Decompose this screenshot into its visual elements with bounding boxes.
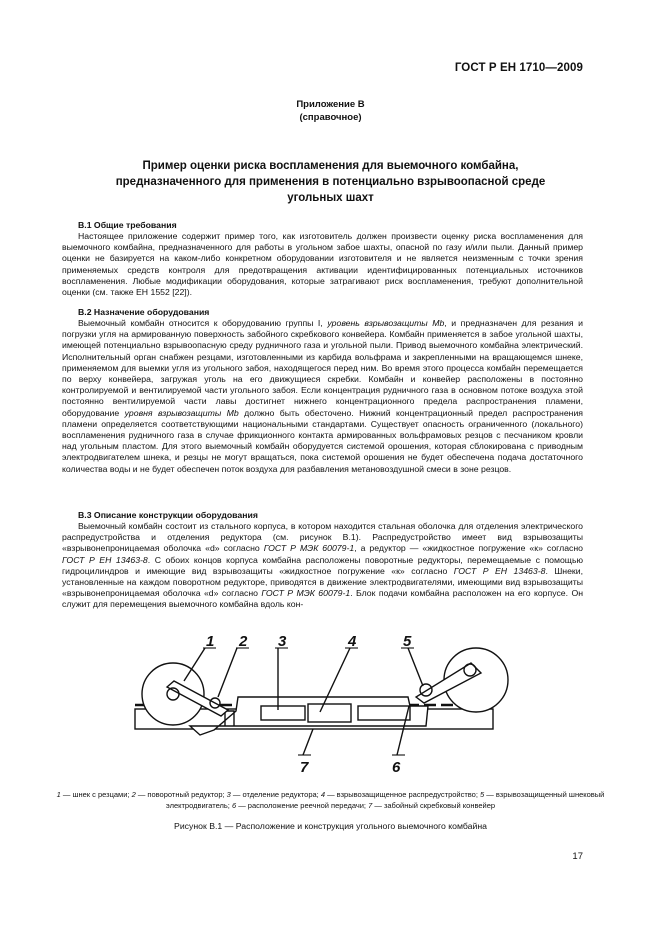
fig-label-4: 4 (348, 633, 357, 650)
b3-text-3: . С обоих концов корпуса комбайна расположены поворотные редукторы, перемещаемые с помощью гидроцилиндров и имеющие вид взрывозащиты «жидкостное погружение «к» согласно (62, 554, 583, 576)
legend-num-7: 7 (368, 801, 373, 810)
legend-num-5: 5 (480, 790, 485, 799)
b3-text-1: Выемочный комбайн состоит из стального корпуса, в котором находится стальная оболочка для отделения электрического распредустройства и отделения редуктора (см. рисунок В.1). Распредустройство имеет вид взрывозащиты «взрывонепроницаемая оболочка «d» согласно (62, 521, 583, 554)
legend-text-5: — взрывозащищенный шнековый электродвигатель; (165, 790, 605, 810)
standard-header: ГОСТ Р ЕН 1710—2009 (454, 62, 583, 74)
title-line-3: угольных шахт (287, 192, 374, 204)
b2-text-b-emphasis: уровня взрывозащиты Mb (124, 407, 239, 418)
section-b1-text: Настоящее приложение содержит пример того, как изготовитель должен произвести оценку риска воспламенения для выемочного комбайна, предназначенного для работы в угольном забое шахты, опасной по газу и/или пыли. Данный пример оценки не базируется на каком-либо конкретном оборудовании изготовителя и не является неизменным с точки зрения применяемых средств контроля для предотвращения активации идентифицированных потенциальных источников воспламенения. Любые модификации оборудования, которые затрагивают риск воспламенения, требуют дополнительной оценки (см. также ЕН 1552 [22]). (62, 231, 583, 298)
b3-text-2: , а редуктор — «жидкостное погружение «к» согласно (354, 543, 583, 554)
fig-label-6: 6 (392, 759, 401, 776)
legend-text-4: — взрывозащищенное распредустройство; (325, 790, 481, 799)
fig-label-7: 7 (300, 759, 309, 776)
appendix-type: (справочное) (299, 112, 362, 123)
b3-text-4: . Шнеки, установленные на каждом поворотном редукторе, приводятся в движение электродвигателями, имеющими вид взрывозащиты «взрывонепроницаемая оболочка «d» согласно (62, 565, 583, 599)
b3-text-5: . Блок подачи комбайна расположен на его корпусе. Он служит для перемещения выемочного комбайна вдоль кон- (62, 588, 584, 610)
legend-num-4: 4 (320, 790, 326, 799)
legend-num-2: 2 (131, 790, 136, 799)
legend-text-1: — шнек с резцами; (60, 790, 132, 799)
figure-caption: Рисунок В.1 — Расположение и конструкция угольного выемочного комбайна (174, 821, 487, 831)
legend-text-7: — забойный скребковый конвейер (372, 801, 496, 810)
legend-num-6: 6 (231, 801, 237, 810)
section-b3-heading: В.3 Описание конструкции оборудования (78, 510, 258, 520)
legend-num-3: 3 (226, 790, 231, 799)
fig-label-3: 3 (278, 633, 287, 650)
title-line-2: предназначенного для применения в потенциально взрывоопасной среде (115, 176, 546, 188)
b3-ref-2: ГОСТ Р ЕН 13463-8 (62, 554, 148, 565)
b2-text-b: , и предназначен для резания и погрузки угля на армированную поверхность забойного скребкового конвейера. Комбайн применяется в забое угольной шахты, имеющей потенциально взрывоопасную среду рудничного газа и угольной пыли. Привод выемочного комбайна электрический. Исполнительный орган снабжен резцами, изготовленными из карбида вольфрама и закрепленными на вращающемся шнеке, применяемом для выемки угля из угольного забоя, находящегося перед ним. Во время этого процесса комбайн перемещается по верху конвейера, загружая уголь на его движущиеся скребки. Комбайн и конвейер расположены в постоянно контролируемой и вентилируемой части угольного забоя. Если концентрация рудничного газа в основном потоке воздуха этой постоянно вентилируемой части лавы достигнет нижнего концентрационного предела распространения пламени, оборудование (62, 318, 583, 418)
b3-ref-4: ГОСТ Р МЭК 60079-1 (261, 588, 351, 599)
figure-legend (55, 789, 606, 811)
fig-label-2: 2 (239, 633, 248, 650)
legend-text-3: — отделение редуктора; (230, 790, 321, 799)
title-line-1: Пример оценки риска воспламенения для выемочного комбайна, (142, 160, 519, 172)
b2-text-a: Выемочный комбайн относится к оборудованию группы I, (78, 318, 328, 328)
leader-5 (408, 648, 423, 686)
legend-num-1: 1 (56, 790, 61, 799)
b2-text-a-emphasis: уровень взрывозащиты Mb (327, 318, 445, 328)
appendix-title: Приложение В (296, 99, 365, 110)
page-number: 17 (572, 851, 583, 862)
leader-2 (218, 648, 237, 697)
section-b1-heading: В.1 Общие требования (78, 220, 177, 230)
section-b2-heading: В.2 Назначение оборудования (78, 307, 210, 317)
legend-text-2: — поворотный редуктор; (135, 790, 227, 799)
b3-ref-1: ГОСТ Р МЭК 60079-1 (263, 543, 355, 554)
b2-text-c: должно быть обесточено. Нижний концентрационный предел распространения пламени определяется соответствующими национальными стандартами. Существует опасность ограниченного (локального) воспламенения рудничного газа в случае фрикционного контакта армированных вольфрамовых резцов с песчаником кровли над угольным пластом. Для этого выемочный комбайн оборудуется системой орошения, которая сблокирована с приводным электродвигателем шнека, и резцы не могут вращаться, пока системой орошения не будет обеспечена подача достаточного количества воды и не будет обеспечен поток воздуха для разбавления метановоздушной смеси в зоне резцов. (62, 407, 583, 474)
b3-ref-3: ГОСТ Р ЕН 13463-8 (453, 565, 546, 576)
leader-7 (303, 729, 313, 755)
fig-label-1: 1 (206, 633, 215, 650)
fig-label-5: 5 (403, 633, 412, 650)
legend-text-6: — расположение реечной передачи; (236, 801, 369, 810)
